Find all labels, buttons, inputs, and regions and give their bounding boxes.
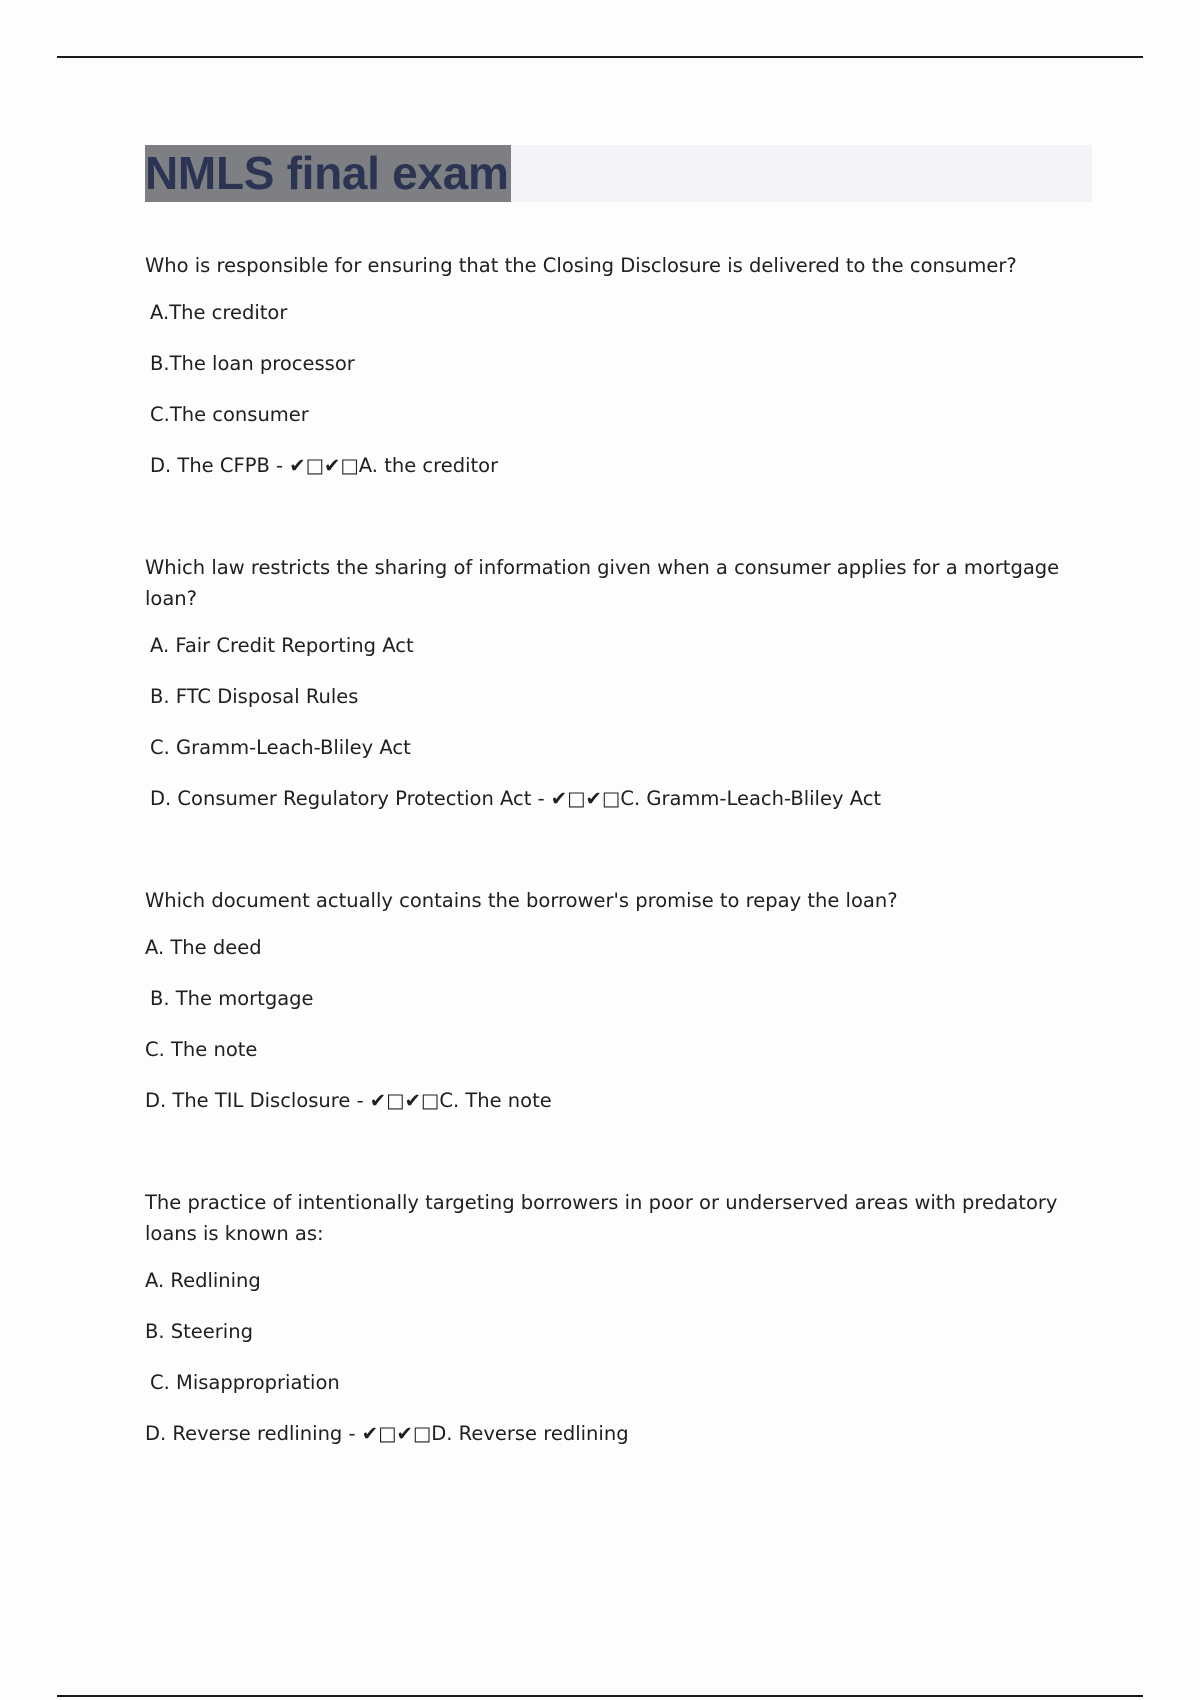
question-text: Which document actually contains the borrower's promise to repay the loan? — [145, 889, 898, 912]
answer-option: C. The note — [145, 1038, 258, 1061]
bottom-rule — [57, 1695, 1143, 1697]
answer-option: B. The mortgage — [150, 987, 314, 1010]
question-text: Who is responsible for ensuring that the Closing Disclosure is delivered to the consumer? — [145, 254, 1017, 277]
title-highlight — [145, 145, 511, 202]
answer-option: B. FTC Disposal Rules — [150, 685, 359, 708]
answer-option: B.The loan processor — [150, 352, 355, 375]
answer-option: A. The deed — [145, 936, 262, 959]
answer-option-with-key: D. The CFPB - ✔□✔□A. the creditor — [150, 454, 499, 477]
answer-option: C. Misappropriation — [150, 1371, 340, 1394]
question-block-1 — [145, 250, 1075, 479]
answer-option: A. Redlining — [145, 1269, 261, 1292]
block-spacer — [145, 1114, 1075, 1187]
answer-option: B. Steering — [145, 1320, 253, 1343]
question-text: Which law restricts the sharing of information given when a consumer applies for a mortgage loan? — [145, 556, 1060, 610]
question-list — [145, 250, 1075, 1447]
question-text: The practice of intentionally targeting borrowers in poor or underserved areas with predatory loans is known as: — [145, 1191, 1058, 1245]
question-block-3 — [145, 885, 1075, 1114]
answer-option: C.The consumer — [150, 403, 309, 426]
block-spacer — [145, 812, 1075, 885]
answer-option: A.The creditor — [150, 301, 288, 324]
question-block-4 — [145, 1187, 1075, 1447]
document-title: NMLS final exam — [145, 147, 509, 199]
answer-option-with-key: D. Consumer Regulatory Protection Act - ✔□✔□C. Gramm-Leach-Bliley Act — [150, 787, 882, 810]
block-spacer — [145, 479, 1075, 552]
answer-option-with-key: D. Reverse redlining - ✔□✔□D. Reverse redlining — [145, 1422, 629, 1445]
question-block-2 — [145, 552, 1075, 812]
answer-option-with-key: D. The TIL Disclosure - ✔□✔□C. The note — [145, 1089, 552, 1112]
top-rule — [57, 56, 1143, 58]
answer-option: C. Gramm-Leach-Bliley Act — [150, 736, 411, 759]
answer-option: A. Fair Credit Reporting Act — [150, 634, 414, 657]
